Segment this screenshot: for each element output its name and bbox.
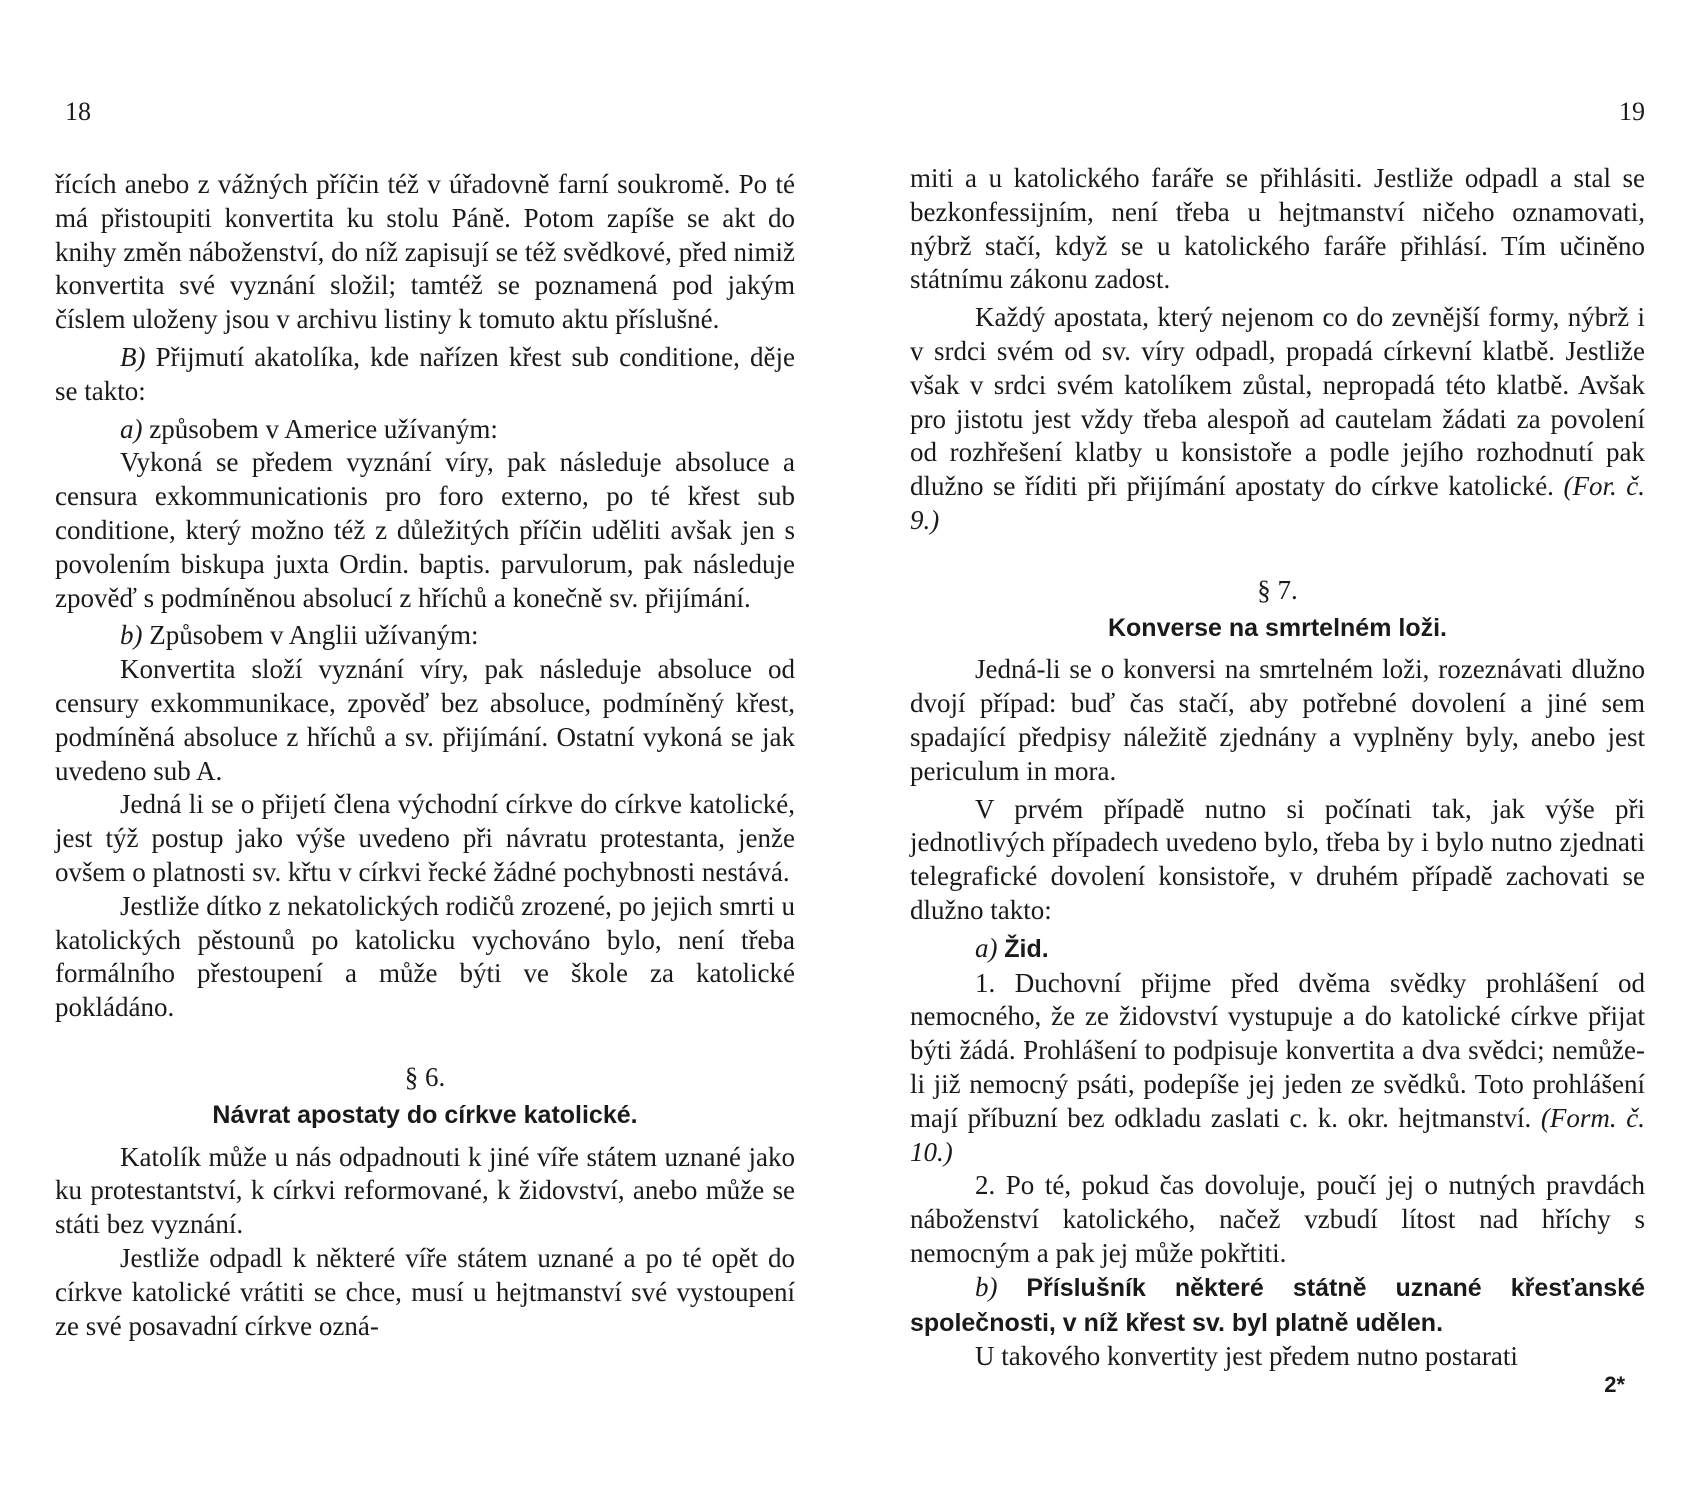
form-reference: (For. č. 9.)	[910, 471, 1646, 535]
subheading: Příslušník některé státně uznané křesťanské společnosti, v níž křest sv. byl platně udělen.	[910, 1273, 1645, 1337]
paragraph: miti a u katolického faráře se přihlásiti. Jestliže odpadl a stal se bezkonfessijním, není třeba u hejtmanství ničeho oznamovati, nýbrž stačí, když se u katolického faráře přihlásí. Tím učiněno státnímu zákonu zadost.	[910, 163, 1645, 295]
paragraph: Katolík může u nás odpadnouti k jiné víře státem uznané jako ku protestantství, k církvi reformované, k židovství, anebo může se státi bez vyznání.	[55, 1141, 795, 1240]
item-label: B)	[120, 341, 146, 372]
subheading: Žid.	[1004, 934, 1049, 963]
section-number: § 7.	[1257, 574, 1298, 605]
page-number: 18	[65, 97, 91, 126]
page-body	[910, 162, 1645, 1374]
item-label: a)	[120, 413, 143, 444]
paragraph: řících anebo z vážných příčin též v úřadovně farní soukromě. Po té má přistoupiti konvertita ku stolu Páně. Potom zapíše se akt do knihy změn náboženství, do níž zapisují se též svědkové, před nimiž konvertita své vyznání složil; tamtéž se poznamená pod jakým číslem uloženy jsou v archivu listiny k tomuto aktu příslušné.	[55, 169, 795, 335]
paragraph-text: Přijmutí akatolíka, kde nařízen křest sub conditione, děje se takto:	[55, 341, 795, 406]
paragraph-text: Každý apostata, který nejenom co do zevnější formy, nýbrž i v srdci svém od sv. víry odpadl, propadá církevní klatbě. Jestliže však v srdci svém katolíkem zůstal, nepropadá této klatbě. Avšak pro jistotu jest vždy třeba alespoň ad cautelam žádati za povolení od rozhřešení klatby u konsistoře a podle jejího rozhodnutí pak dlužno se říditi při přijímání apostaty do církve katolické.	[910, 302, 1645, 502]
paragraph: Konvertita složí vyznání víry, pak následuje absoluce od censury exkommunikace, zpověď bez absoluce, podmíněný křest, podmíněná absoluce z hříchů a sv. přijímání. Ostatní vykoná se jak uvedeno sub A.	[55, 654, 795, 786]
paragraph	[910, 301, 1645, 538]
paragraph: Vykoná se předem vyznání víry, pak následuje absoluce a censura exkommunicationis pro foro externo, po té křest sub conditione, který možno též z důležitých příčin uděliti avšak jen s povolením biskupa juxta Ordin. baptis. parvulorum, pak následuje zpověď s podmíněnou absolucí z hříchů a konečně sv. přijímání.	[55, 447, 795, 613]
section-title: Návrat apostaty do církve katolické.	[212, 1100, 638, 1129]
paragraph	[910, 967, 1645, 1170]
paragraph	[55, 619, 795, 653]
paragraph	[910, 1271, 1645, 1341]
paragraph	[55, 341, 795, 409]
paragraph: U takového konvertity jest předem nutno postarati	[975, 1341, 1518, 1372]
paragraph-text: 1. Duchovní přijme před dvěma svědky prohlášení od nemocného, že ze židovství vystupuje a do katolické církve přijat býti žádá. Prohlášení to podpisuje konvertita a dva svědci; nemůže-li již nemocný psáti, podepíše jej jeden ze svědků. Toto prohlášení mají příbuzní bez odkladu zaslati c. k. okr. hejtmanství.	[910, 967, 1645, 1133]
paragraph: Jestliže dítko z nekatolických rodičů zrozené, po jejich smrti u katolických pěstounů po katolicku vychováno bylo, není třeba formálního přestoupení a může býti ve škole za katolické pokládáno.	[55, 890, 795, 1023]
item-label: b)	[975, 1271, 998, 1302]
paragraph: V prvém případě nutno si počínati tak, jak výše při jednotlivých případech uvedeno bylo, třeba by i bylo nutno zjednati telegrafické dovolení konsistoře, v druhém případě zachovati se dlužno takto:	[910, 793, 1645, 925]
item-label: a)	[975, 932, 998, 963]
paragraph: Jestliže odpadl k některé víře státem uznané a po té opět do církve katolické vrátiti se chce, musí u hejtmanství své vystoupení ze své posavadní církve ozná-	[55, 1242, 795, 1341]
paragraph	[55, 413, 795, 447]
form-reference: (Form. č. 10.)	[910, 1102, 1645, 1167]
paragraph: Jedná-li se o konversi na smrtelném loži, rozeznávati dlužno dvojí případ: buď čas stačí, aby potřebné dovolení a jiné sem spadající předpisy náležitě zjednány a vyplněny byly, anebo jest periculum in mora.	[910, 654, 1645, 786]
section-number: § 6.	[404, 1061, 446, 1092]
item-label: b)	[120, 620, 143, 651]
paragraph-text: způsobem v Americe užívaným:	[149, 413, 498, 444]
paragraph: 2. Po té, pokud čas dovoluje, poučí jej o nutných pravdách náboženství katolického, načež vzbudí lítost nad hříchy s nemocným a pak jej může pokřtiti.	[910, 1170, 1645, 1268]
page-body	[55, 168, 795, 1343]
signature-mark: 2*	[1604, 1372, 1625, 1397]
page-number: 19	[1619, 97, 1645, 126]
paragraph	[910, 932, 1645, 967]
paragraph: Jedná li se o přijetí člena východní církve do církve katolické, jest týž postup jako výše uvedeno při návratu protestanta, jenže ovšem o platnosti sv. křtu v církvi řecké žádné pochybnosti nestává.	[55, 789, 795, 887]
paragraph-text: Způsobem v Anglii užívaným:	[149, 620, 479, 651]
section-title: Konverse na smrtelném loži.	[1107, 613, 1447, 642]
